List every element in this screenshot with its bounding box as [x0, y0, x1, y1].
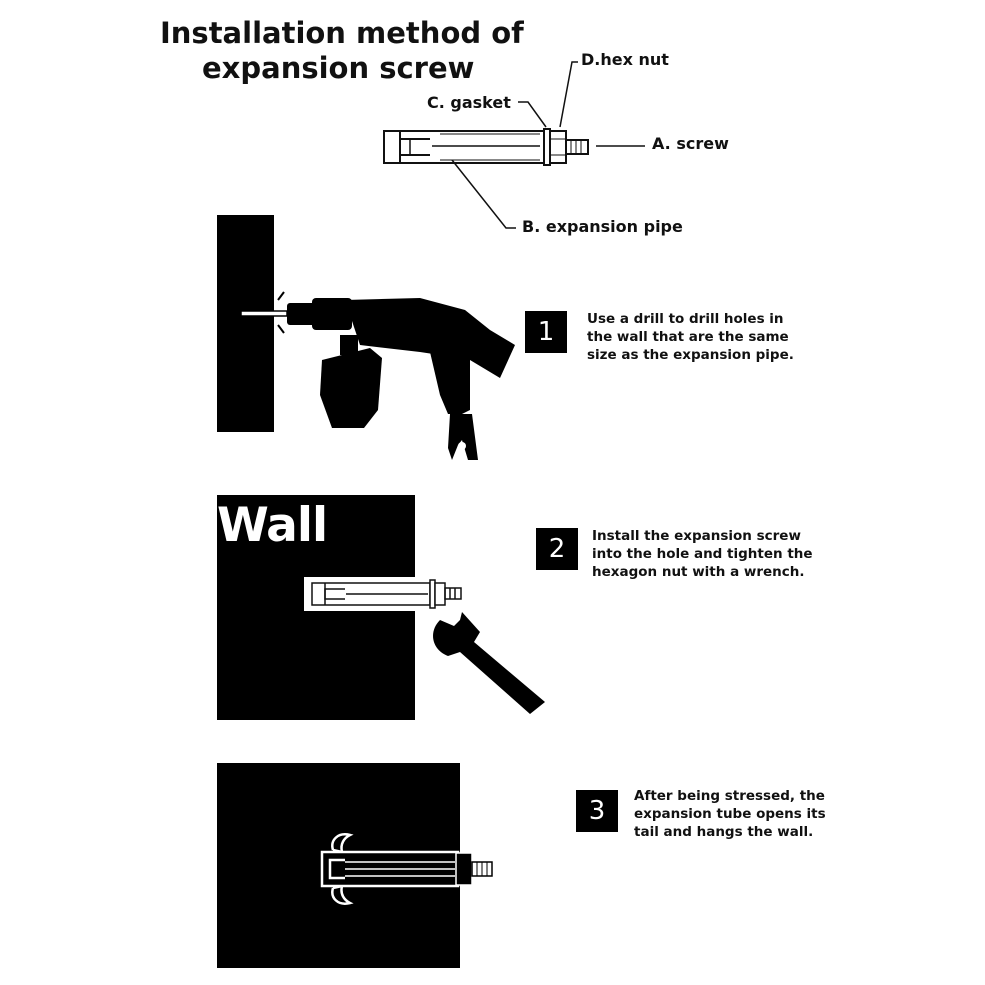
label-hex-nut: D.hex nut — [581, 50, 669, 69]
wall-label: Wall — [217, 498, 328, 553]
drill-icon — [287, 298, 515, 460]
drill-bit — [241, 311, 287, 316]
step-2-badge: 2 — [536, 528, 578, 570]
hex-nut — [550, 131, 566, 163]
anchor-nut — [456, 853, 492, 885]
step-1-line-2: the wall that are the same — [587, 329, 789, 345]
label-gasket: C. gasket — [427, 93, 511, 112]
title-line-1: Installation method of — [160, 16, 524, 50]
step-2-line-1: Install the expansion screw — [592, 528, 801, 544]
wrench-icon — [433, 612, 545, 714]
label-screw: A. screw — [652, 134, 729, 153]
step-2-line-2: into the hole and tighten the — [592, 546, 813, 562]
label-expansion-pipe: B. expansion pipe — [522, 217, 683, 236]
wall-block-1 — [217, 215, 274, 432]
step-2-text — [592, 527, 813, 581]
step-3-text — [634, 787, 826, 841]
installed-anchor — [304, 577, 461, 611]
step-1-line-3: size as the expansion pipe. — [587, 347, 794, 363]
step-1-badge: 1 — [525, 311, 567, 353]
expansion-pipe-body — [384, 131, 544, 163]
step-3-badge: 3 — [576, 790, 618, 832]
step-3-line-1: After being stressed, the — [634, 788, 825, 804]
step-2-line-3: hexagon nut with a wrench. — [592, 564, 805, 580]
step-1-line-1: Use a drill to drill holes in — [587, 311, 784, 327]
step-1-text — [587, 310, 794, 364]
step-3-line-3: tail and hangs the wall. — [634, 824, 814, 840]
screw-thread — [566, 140, 588, 154]
step-3-line-2: expansion tube opens its — [634, 806, 826, 822]
expansion-screw-diagram — [384, 62, 645, 228]
title-line-2: expansion screw — [202, 51, 475, 85]
